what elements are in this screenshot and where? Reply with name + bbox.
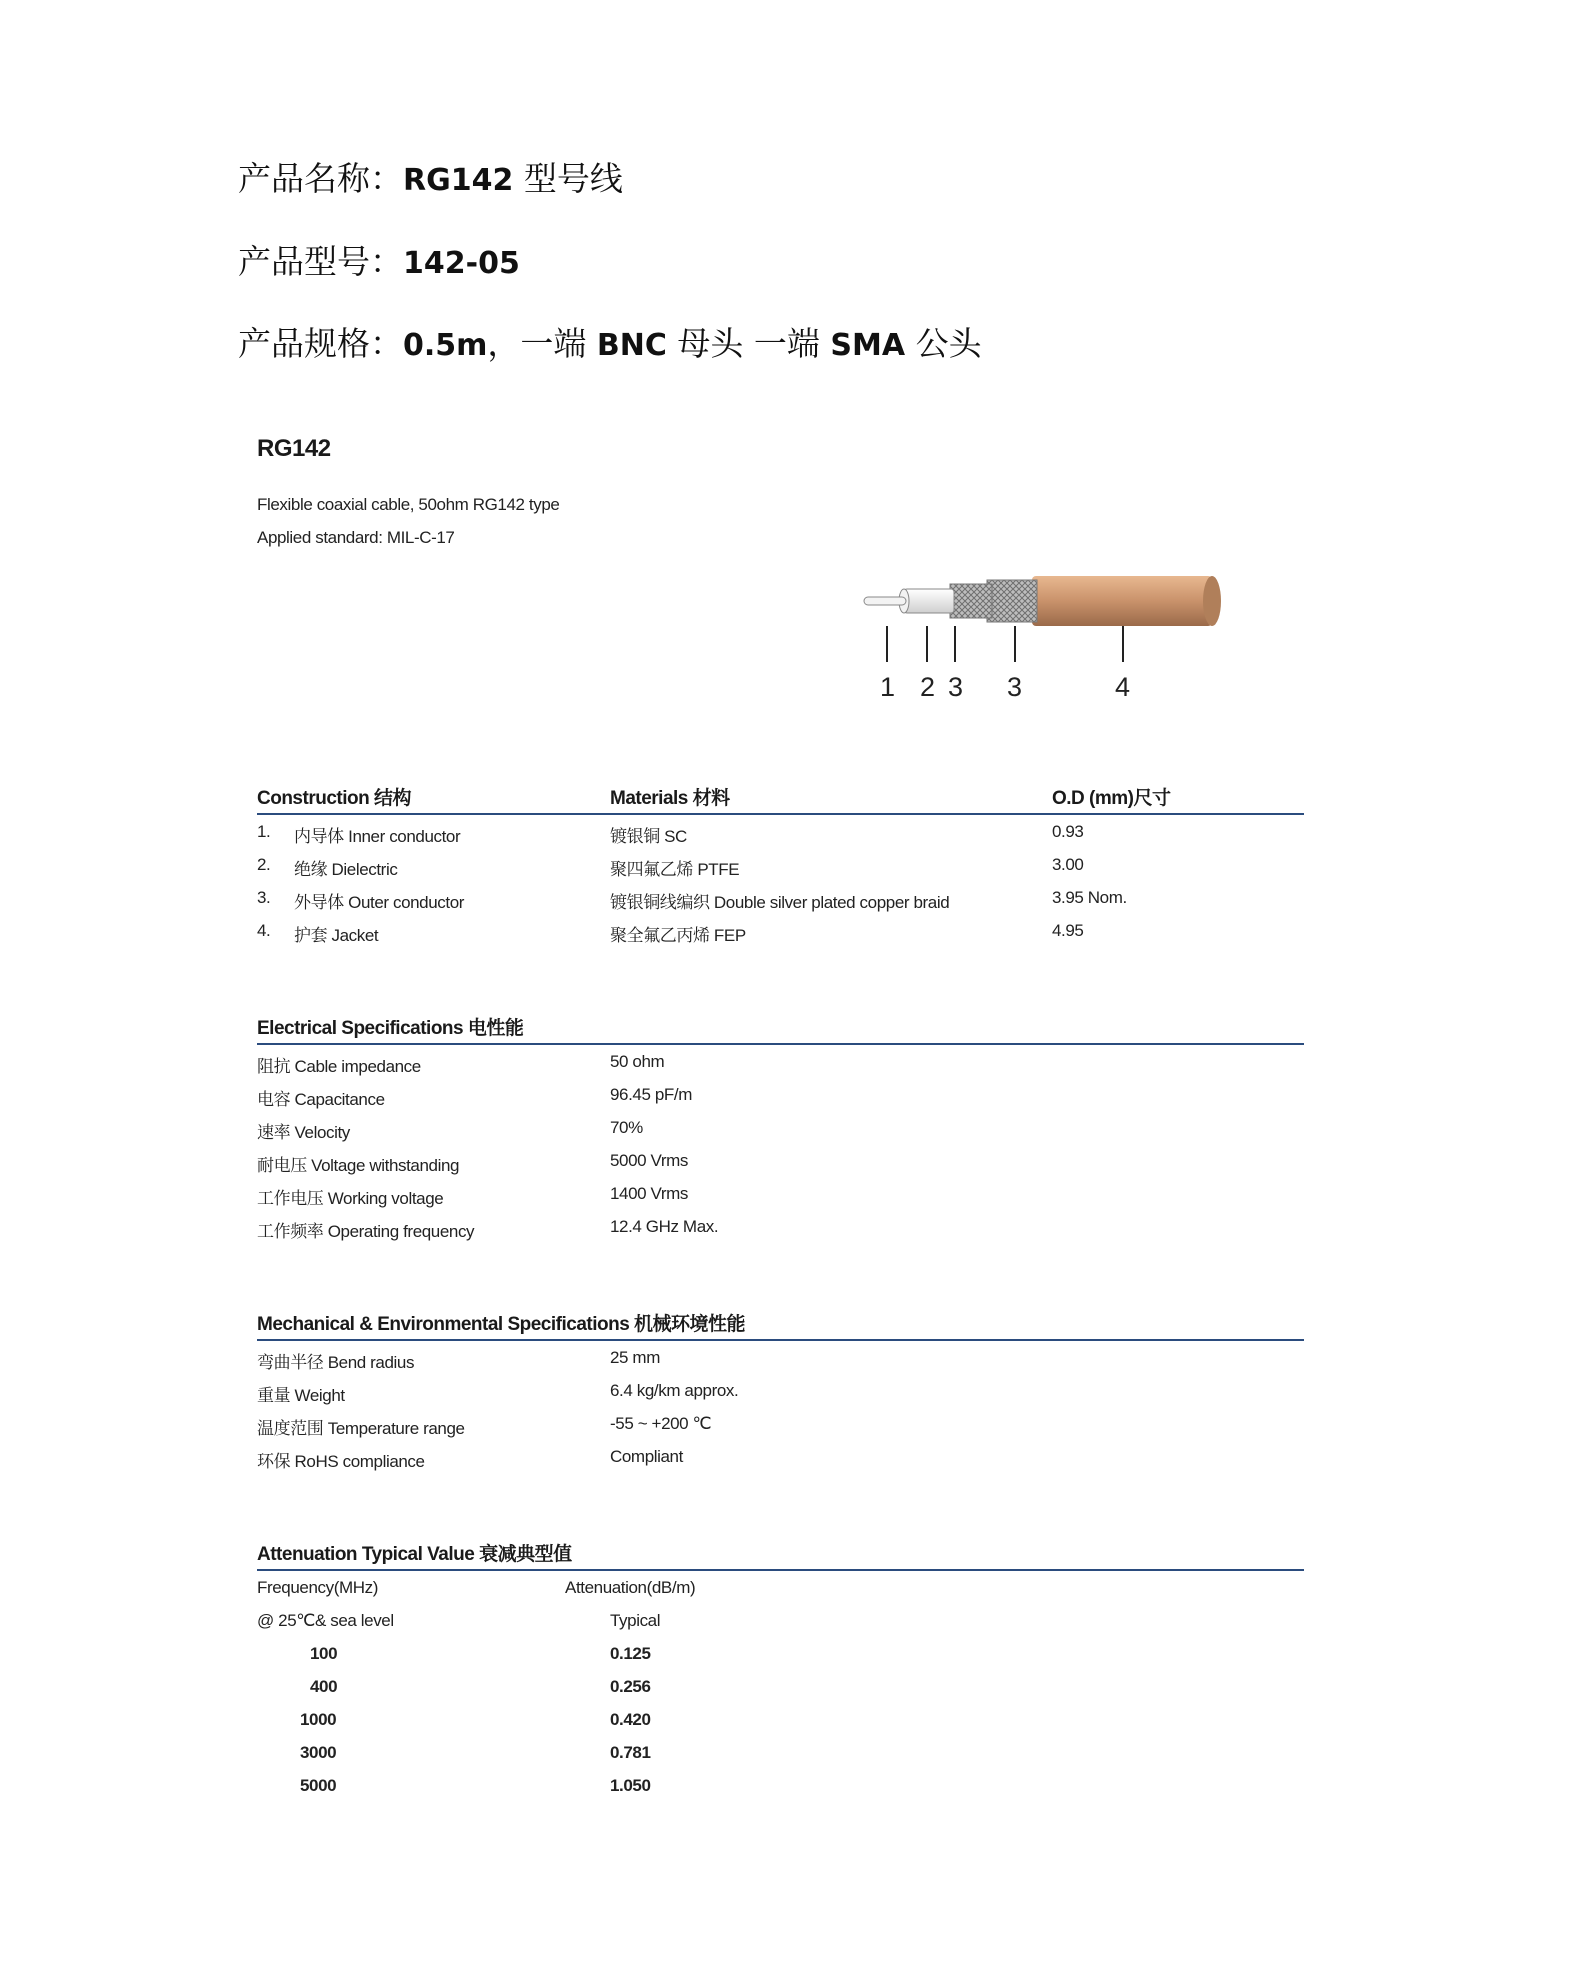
material: 镀银铜线编织 Double silver plated copper braid	[610, 893, 950, 912]
spec-value: Compliant	[610, 1447, 683, 1466]
component-name: 外导体 Outer conductor	[294, 893, 465, 912]
row-number: 1.	[257, 822, 271, 841]
outer-diameter: 3.95 Nom.	[1052, 888, 1127, 907]
attenuation-value: 0.256	[610, 1677, 651, 1696]
spec-label: 环保 RoHS compliance	[257, 1452, 425, 1471]
spec-value: -55 ~ +200 ℃	[610, 1414, 712, 1433]
section-title: Electrical Specifications 电性能	[257, 1018, 524, 1039]
row-number: 2.	[257, 855, 271, 874]
callout-label: 3	[1007, 672, 1023, 702]
spec-length: 0.5m	[403, 328, 488, 363]
component-name: 绝缘 Dielectric	[294, 860, 398, 879]
product-name-line	[238, 153, 623, 200]
table-row	[257, 1144, 1304, 1177]
table-row	[257, 1078, 1304, 1111]
table-row	[257, 1637, 1304, 1670]
od-col-header: O.D (mm)尺寸	[1052, 788, 1171, 809]
attenuation-value: 1.050	[610, 1776, 651, 1795]
attenuation-value: 0.125	[610, 1644, 651, 1663]
spec-value: 25 mm	[610, 1348, 660, 1367]
outer-diameter: 3.00	[1052, 855, 1084, 874]
product-spec-label: 产品规格：	[238, 324, 403, 363]
product-name-suffix: 型号线	[513, 159, 623, 198]
attenuation-value: 0.420	[610, 1710, 651, 1729]
jacket	[1032, 576, 1212, 626]
mechanical-section	[257, 1311, 1304, 1473]
product-spec-line	[238, 318, 982, 365]
section-title: Mechanical & Environmental Specifications 机械环境性能	[257, 1314, 746, 1335]
spec-value: 96.45 pF/m	[610, 1085, 692, 1104]
row-number: 4.	[257, 921, 271, 940]
callout-label: 2	[920, 672, 936, 702]
spec-value: 1400 Vrms	[610, 1184, 688, 1203]
cable-cross-section-illustration	[842, 568, 1232, 708]
callout-label: 3	[948, 672, 964, 702]
product-name-value: RG142	[403, 163, 514, 198]
datasheet-description: Flexible coaxial cable, 50ohm RG142 type	[257, 495, 560, 514]
spec-label: 工作频率 Operating frequency	[257, 1222, 475, 1241]
table-row	[257, 1670, 1304, 1703]
electrical-section	[257, 1015, 1304, 1243]
spec-label: 重量 Weight	[257, 1386, 345, 1405]
frequency-value: 100	[310, 1644, 338, 1663]
table-row	[257, 1045, 1304, 1078]
material: 聚全氟乙丙烯 FEP	[610, 926, 746, 945]
row-number: 3.	[257, 888, 271, 907]
component-name: 护套 Jacket	[294, 926, 379, 945]
attenuation-section	[257, 1541, 1304, 1802]
table-row	[257, 1177, 1304, 1210]
spec-connector-bnc: BNC	[596, 328, 667, 363]
test-condition: @ 25℃& sea level	[257, 1611, 394, 1630]
datasheet-title: RG142	[257, 435, 331, 462]
table-row	[257, 1440, 1304, 1473]
table-row	[257, 1604, 1304, 1637]
table-row	[257, 1374, 1304, 1407]
outer-braid	[987, 580, 1037, 622]
frequency-value: 1000	[300, 1710, 337, 1729]
table-row	[257, 815, 1304, 848]
table-row	[257, 1210, 1304, 1243]
spec-text: 公头	[905, 324, 982, 363]
construction-header	[257, 785, 1304, 815]
table-row	[257, 848, 1304, 881]
construction-col-header: Construction 结构	[257, 788, 411, 809]
material: 聚四氟乙烯 PTFE	[610, 860, 740, 879]
spec-label: 弯曲半径 Bend radius	[257, 1353, 415, 1372]
table-row	[257, 1703, 1304, 1736]
product-model-label: 产品型号：	[238, 242, 403, 281]
table-row	[257, 1407, 1304, 1440]
product-name-label: 产品名称：	[238, 159, 403, 198]
table-row	[257, 881, 1304, 914]
outer-diameter: 4.95	[1052, 921, 1084, 940]
material: 镀银铜 SC	[610, 827, 687, 846]
construction-section	[257, 785, 1304, 947]
dielectric	[904, 589, 954, 613]
spec-label: 温度范围 Temperature range	[257, 1419, 465, 1438]
callout-label: 4	[1115, 672, 1131, 702]
electrical-header	[257, 1015, 1304, 1045]
section-title: Attenuation Typical Value 衰减典型值	[257, 1544, 572, 1565]
spec-label: 电容 Capacitance	[257, 1090, 385, 1109]
mechanical-header	[257, 1311, 1304, 1341]
spec-text: 母头 一端	[666, 324, 831, 363]
component-name: 内导体 Inner conductor	[294, 827, 461, 846]
spec-label: 速率 Velocity	[257, 1123, 350, 1142]
attenuation-col-header: Attenuation(dB/m)	[565, 1578, 696, 1597]
outer-diameter: 0.93	[1052, 822, 1084, 841]
frequency-value: 5000	[300, 1776, 337, 1795]
attenuation-value: 0.781	[610, 1743, 651, 1762]
table-row	[257, 914, 1304, 947]
table-row	[257, 1341, 1304, 1374]
spec-label: 耐电压 Voltage withstanding	[257, 1156, 460, 1175]
typical-label: Typical	[610, 1611, 661, 1630]
spec-label: 工作电压 Working voltage	[257, 1189, 444, 1208]
inner-conductor	[864, 597, 906, 605]
jacket-end	[1203, 576, 1221, 626]
product-model-value: 142-05	[403, 246, 520, 281]
callout-label: 1	[880, 672, 896, 702]
table-row	[257, 1736, 1304, 1769]
attenuation-header	[257, 1541, 1304, 1571]
datasheet-standard: Applied standard: MIL-C-17	[257, 528, 455, 547]
frequency-value: 400	[310, 1677, 338, 1696]
table-row	[257, 1769, 1304, 1802]
frequency-col-header: Frequency(MHz)	[257, 1578, 378, 1597]
spec-value: 12.4 GHz Max.	[610, 1217, 719, 1236]
spec-value: 5000 Vrms	[610, 1151, 688, 1170]
materials-col-header: Materials 材料	[610, 788, 730, 809]
spec-text: ，一端	[487, 324, 597, 363]
product-model-line	[238, 236, 520, 283]
table-row	[257, 1111, 1304, 1144]
frequency-value: 3000	[300, 1743, 337, 1762]
inner-braid	[950, 584, 992, 618]
spec-connector-sma: SMA	[830, 328, 906, 363]
table-row	[257, 1571, 1304, 1604]
spec-label: 阻抗 Cable impedance	[257, 1057, 421, 1076]
spec-value: 50 ohm	[610, 1052, 665, 1071]
spec-value: 70%	[610, 1118, 643, 1137]
spec-value: 6.4 kg/km approx.	[610, 1381, 739, 1400]
